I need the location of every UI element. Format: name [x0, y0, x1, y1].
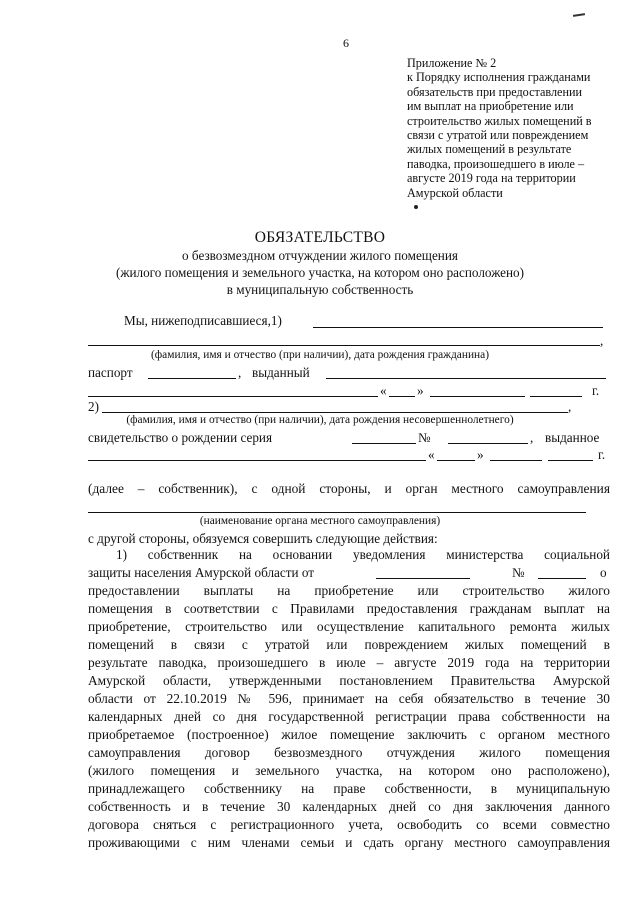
- passport-label: паспорт: [88, 365, 133, 380]
- clause1-line: помещения в соответствии с Правилами предоставления гражданам выплат на: [88, 601, 610, 616]
- appendix-line: Приложение № 2: [407, 56, 497, 70]
- we-signed-label: Мы, нижеподписавшиеся,1): [124, 313, 282, 328]
- document-title: ОБЯЗАТЕЛЬСТВО: [254, 229, 386, 246]
- clause1-line: предоставлении выплаты на приобретение или строительство жилого: [88, 583, 610, 598]
- number-sign: №: [418, 430, 431, 445]
- scan-mark: [573, 13, 585, 17]
- comma-mark: ,: [530, 430, 534, 445]
- clause1-line: (жилого помещения и земельного участка, на котором оно расположено),: [88, 763, 610, 778]
- citizen-name-field[interactable]: [313, 327, 603, 328]
- certificate-number-field[interactable]: [448, 443, 528, 444]
- authority-name-field[interactable]: [88, 512, 586, 513]
- issued-neuter-label: выданное: [545, 430, 600, 445]
- clause1-line: Амурской области, утвержденными постановлением Правительства Амурской: [88, 673, 610, 688]
- passport-number-field[interactable]: [148, 378, 236, 379]
- appendix-line: строительство жилых помещений в: [407, 113, 592, 128]
- certificate-issuer-field[interactable]: [88, 460, 426, 461]
- appendix-line: им выплат на приобретение или: [407, 99, 574, 114]
- caption-citizen: (фамилия, имя и отчество (при наличии), дата рождения гражданина): [151, 349, 489, 361]
- caption-authority: (наименование органа местного самоуправления): [199, 515, 441, 527]
- notification-number-field[interactable]: [538, 578, 586, 579]
- number-sign: №: [512, 565, 525, 580]
- clause1-line2-o: о: [600, 565, 607, 580]
- appendix-line: августе 2019 года на территории: [407, 171, 576, 186]
- clause1-line: области от 22.10.2019 № 596, принимает на себя обязательство в течение 30: [88, 691, 610, 706]
- minor-name-field[interactable]: [102, 412, 568, 413]
- caption-minor: (фамилия, имя и отчество (при наличии), дата рождения несовершеннолетнего): [126, 414, 514, 426]
- clause1-line: результате паводка, произошедшего в июле – августе 2019 года на территории: [88, 655, 610, 670]
- clause1-line: приобретение, строительство или осуществление капитального ремонта жилых: [88, 619, 610, 634]
- clause1-line: проживающими с ним членами семьи и сдать органу местного самоуправления: [88, 835, 610, 850]
- clause1-line2-text: защиты населения Амурской области от: [88, 565, 315, 580]
- clause1-line: календарных дней со дня государственной регистрации права собственности на: [88, 709, 610, 724]
- subtitle-line: в муниципальную собственность: [226, 282, 414, 297]
- clause1-line: помещений в связи с утратой или повреждением жилых помещений в: [88, 637, 610, 652]
- clause1-line: договора сняться с регистрационного учета, освободить со всеми совместно: [88, 817, 610, 832]
- quote-open: «: [428, 447, 435, 462]
- issued-label: выданный: [252, 365, 310, 380]
- item2-label: 2): [88, 399, 99, 414]
- passport-issuer-field[interactable]: [326, 378, 606, 379]
- appendix-line: связи с утратой или повреждением: [407, 128, 589, 143]
- citizen-name-field-continued[interactable]: [88, 345, 600, 346]
- appendix-line: паводка, произошедшего в июле –: [407, 156, 585, 171]
- quote-open: «: [380, 383, 387, 398]
- appendix-line: Амурской области: [407, 185, 503, 200]
- scan-speck: [414, 205, 418, 209]
- certificate-day-field[interactable]: [437, 460, 475, 461]
- appendix-line: к Порядку исполнения гражданами: [407, 70, 591, 85]
- notification-date-field[interactable]: [376, 578, 470, 579]
- appendix-block: [407, 56, 592, 200]
- owner-line: (далее – собственник), с одной стороны, и орган местного самоуправления: [88, 481, 610, 496]
- clause1-line: самоуправления договор безвозмездного отчуждения жилого помещения: [88, 745, 610, 760]
- comma-mark: ,: [238, 365, 242, 380]
- passport-month-field[interactable]: [430, 396, 525, 397]
- appendix-line: жилых помещений в результате: [407, 142, 572, 157]
- year-suffix: г.: [592, 383, 600, 398]
- quote-close: »: [477, 447, 484, 462]
- passport-day-field[interactable]: [389, 396, 415, 397]
- certificate-month-field[interactable]: [490, 460, 542, 461]
- clause1-line: принадлежащего собственнику на праве собственности, в муниципальную: [88, 781, 610, 796]
- subtitle-line: о безвозмездном отчуждении жилого помещения: [182, 248, 458, 263]
- passport-year-field[interactable]: [530, 396, 582, 397]
- page-number: 6: [343, 36, 349, 50]
- other-side-line: с другой стороны, обязуемся совершить следующие действия:: [88, 531, 438, 546]
- subtitle-line: (жилого помещения и земельного участка, на котором оно расположено): [115, 265, 525, 280]
- comma-mark: ,: [568, 399, 572, 414]
- clause1-first-line: 1) собственник на основании уведомления министерства социальной: [116, 547, 610, 562]
- birth-certificate-label: свидетельство о рождении серия: [88, 430, 273, 445]
- clause1-line: собственность и в течение 30 календарных дней со дня заключения данного: [88, 799, 610, 814]
- passport-issuer-field-continued[interactable]: [88, 396, 378, 397]
- appendix-line: обязательств при предоставлении: [407, 84, 583, 99]
- clause1-line: приобретаемое (построенное) жилое помещение заключить с органом местного: [88, 727, 610, 742]
- year-suffix: г.: [598, 447, 606, 462]
- comma-mark: ,: [600, 333, 604, 348]
- certificate-series-field[interactable]: [352, 443, 416, 444]
- certificate-year-field[interactable]: [548, 460, 593, 461]
- quote-close: »: [417, 383, 424, 398]
